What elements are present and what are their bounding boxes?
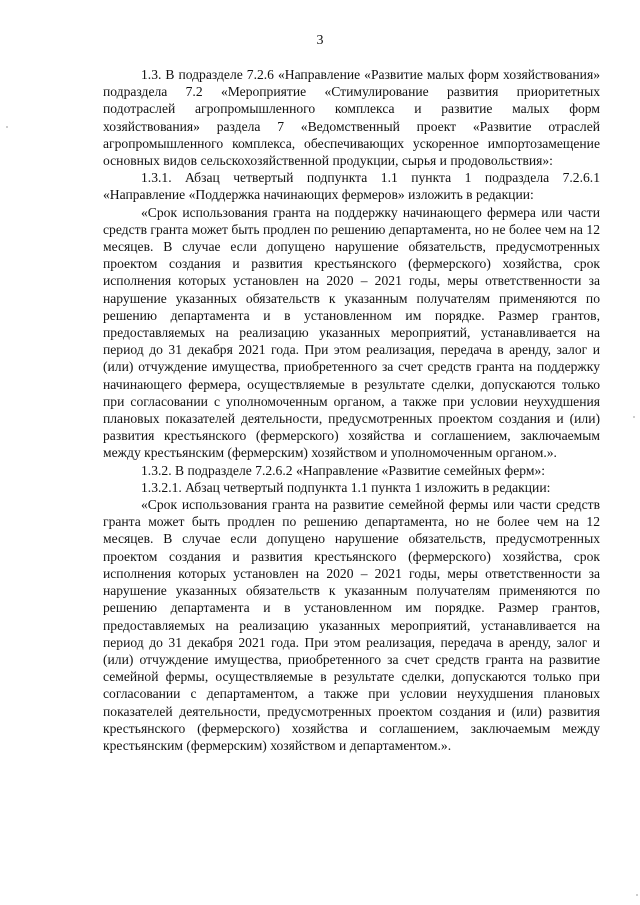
scan-speck: [633, 416, 635, 418]
quote-family-farms: «Срок использования гранта на развитие семейной фермы или части средств гранта может быть продлен по решению департамента, но не более чем на 12 месяцев. В случае если допущено нарушение обязательств, предусмотренных проектом создания и развития крестьянского (фермерского) хозяйства, срок исполнения которых установлен на 2020 – 2021 годы, меры ответственности за нарушение указанных обязательств к указанным получателям применяются по решению департамента и в установленном им порядке. Размер грантов, предоставляемых на реализацию указанных мероприятий, устанавливается на период до 31 декабря 2021 года. При этом реализация, передача в аренду, залог и (или) отчуждение имущества, приобретенного за счет средств гранта на развитие семейной фермы, осуществляемые в результате сделки, допускаются только при согласовании с департаментом, а также при условии неухудшения плановых показателей деятельности, предусмотренных проектом создания и (или) развития крестьянского (фермерского) хозяйства и соглашением, заключаемым между крестьянским (фермерским) хозяйством и департаментом.».: [103, 497, 600, 753]
quote-beginning-farmers: «Срок использования гранта на поддержку начинающего фермера или части средств гранта может быть продлен по решению департамента, но не более чем на 12 месяцев. В случае если допущено нарушение обязательств, предусмотренных проектом создания и развития крестьянского (фермерского) хозяйства, срок исполнения которых установлен на 2020 – 2021 годы, меры ответственности за нарушение указанных обязательств к указанным получателям применяются по решению департамента и в установленном им порядке. Размер грантов, предоставляемых на реализацию указанных мероприятий, устанавливается на период до 31 декабря 2021 года. При этом реализация, передача в аренду, залог и (или) отчуждение имущества, приобретенного за счет средств гранта на поддержку начинающего фермера, осуществляемые в результате сделки, допускаются только при согласовании с уполномоченным органом, а также при условии неухудшения плановых показателей деятельности, предусмотренных проектом создания и (или) развития крестьянского (фермерского) хозяйства и соглашением, заключаемым между крестьянским (фермерским) хозяйством и уполномоченным органом.».: [103, 204, 600, 461]
page-number: 3: [316, 33, 324, 48]
scan-speck: [636, 894, 638, 896]
paragraph-1-3-2: 1.3.2. В подразделе 7.2.6.2 «Направление «Развитие семейных ферм»:: [141, 462, 546, 478]
paragraph-1-3-2-1: 1.3.2.1. Абзац четвертый подпункта 1.1 пункта 1 изложить в редакции:: [141, 479, 551, 495]
paragraph-1-3: 1.3. В подразделе 7.2.6 «Направление «Развитие малых форм хозяйствования» подраздела 7.2 «Мероприятие «Стимулирование развития приоритетных подотраслей агропромышленного комплекса и развитие малых форм хозяйствования» раздела 7 «Ведомственный проект «Развитие отраслей агропромышленного комплекса, обеспечивающих ускоренное импортозамещение основных видов сельскохозяйственной продукции, сырья и продовольствия»:: [103, 67, 600, 169]
document-body: [103, 66, 600, 754]
paragraph-1-3-1: 1.3.1. Абзац четвертый подпункта 1.1 пункта 1 подраздела 7.2.6.1 «Направление «Поддержка начинающих фермеров» изложить в редакции:: [103, 170, 600, 203]
scan-speck: [6, 126, 8, 128]
